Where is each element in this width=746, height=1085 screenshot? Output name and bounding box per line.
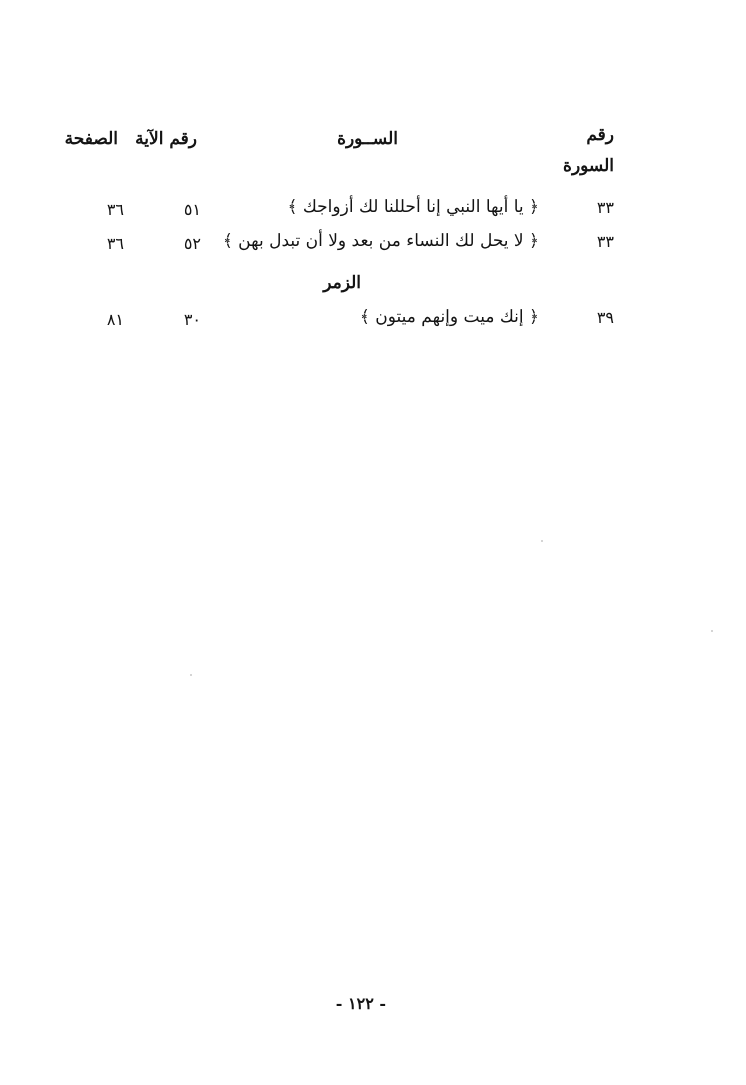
row-1-page-number: ٣٦ xyxy=(106,200,124,219)
row-2-verse: ﴿ لا يحل لك النساء من بعد ولا أن تبدل بهن ﴾ xyxy=(222,231,539,251)
row-3-page-number: ٨١ xyxy=(106,310,124,329)
scan-speck xyxy=(541,540,543,542)
header-surah-number-line1: رقم xyxy=(586,125,614,145)
header-surah: الســورة xyxy=(337,129,398,149)
section-title-al-zumar: الزمر xyxy=(323,273,361,293)
row-2-surah-number: ٣٣ xyxy=(596,232,614,251)
row-2-page-number: ٣٦ xyxy=(106,234,124,253)
header-surah-number-line2: السورة xyxy=(563,156,614,176)
scan-speck xyxy=(190,674,192,676)
row-1-verse: ﴿ يا أيها النبي إنا أحللنا لك أزواجك ﴾ xyxy=(287,197,539,217)
row-3-ayah-number: ٣٠ xyxy=(183,310,201,329)
row-3-surah-number: ٣٩ xyxy=(596,308,614,327)
row-1-surah-number: ٣٣ xyxy=(596,198,614,217)
row-1-ayah-number: ٥١ xyxy=(183,200,201,219)
header-page-number: الصفحة xyxy=(64,129,118,149)
header-ayah-number: رقم الآية xyxy=(135,129,197,149)
row-3-verse: ﴿ إنك ميت وإنهم ميتون ﴾ xyxy=(359,307,539,327)
row-2-ayah-number: ٥٢ xyxy=(183,234,201,253)
footer-page-number: - ١٢٢ - xyxy=(335,994,386,1013)
scan-speck xyxy=(711,630,713,632)
